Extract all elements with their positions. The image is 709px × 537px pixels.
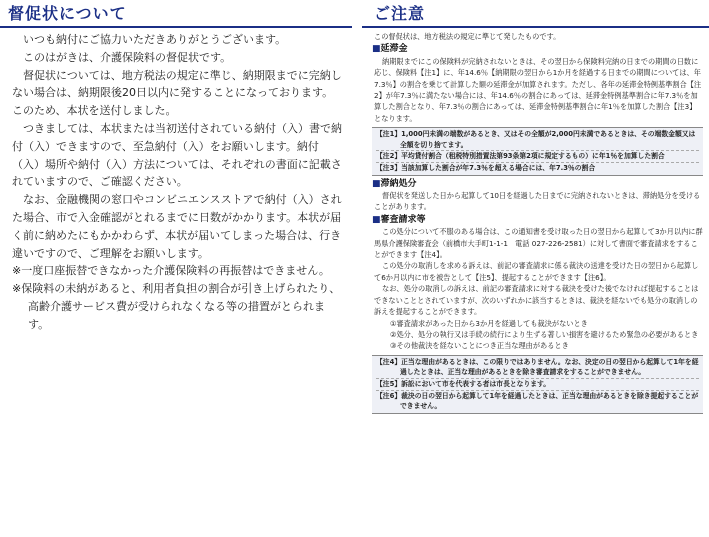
square-bullet-icon: ■	[372, 44, 381, 55]
right-body	[362, 31, 709, 417]
intro-text: この督促状は、地方税法の規定に準じて発したものです。	[374, 32, 561, 41]
list-item: ②処分、処分の執行又は手続の続行により生ずる著しい損害を避けるため緊急の必要があるとき	[390, 329, 699, 339]
left-paragraph: なお、金融機関の窓口やコンビニエンスストアで納付（入）された場合、市で入金確認がとれるまでに日数がかかります。本状が届く前に納めたにもかかわらず、本状が届いてしまった場合は、行き違いですので、ご理解をお願いします。	[12, 193, 342, 260]
left-header	[0, 0, 352, 28]
square-bullet-icon: ■	[372, 178, 381, 189]
note-row: 【注6】裁決の日の翌日から起算して1年を経過したときは、正当な理由があるときを除き提起することができません。	[376, 391, 699, 411]
section-body: 納期限までにこの保険料が完納されないときは、その翌日から保険料完納の日までの期間の日数に応じ、保険料【注1】に、年14.6％【納期限の翌日から1か月を経過する日までの期間については、年7.3％】の割合を乗じて計算した額の延滞金が加算されます。ただし、各年の延滞金特例基準割合【注2】が年7.3％に満たない場合には、年14.6％の割合にあっては、延滞金特例基準割合に年7.3％を加算した割合となり、年7.3％の割合にあっては、延滞金特例基準割合に年1％を加算した割合【注3】となります。	[374, 56, 702, 123]
left-paragraph: 督促状については、地方税法の規定に準じ、納期限までに完納しない場合は、納期限後20日以内に発することになっております。このため、本状を送付しました。	[12, 68, 342, 118]
right-column	[362, 0, 709, 411]
right-header	[362, 0, 709, 28]
section-body: 督促状を発送した日から起算して10日を経過した日までに完納されないときは、滞納処分を受けることがあります。	[374, 191, 701, 212]
note-row: 【注4】正当な理由があるときは、この限りではありません。なお、決定の日の翌日から起算して1年を経過したときは、正当な理由があるときを除き審査請求をすることができません。	[376, 357, 699, 377]
note-row: 【注1】1,000円未満の端数があるとき、又はその全額が2,000円未満であるときは、その端数金額又は全額を切り捨てます。	[376, 130, 696, 149]
list-item: ③その他裁決を経ないことにつき正当な理由があるとき	[390, 341, 569, 351]
left-title: 督促状について	[8, 4, 127, 23]
note-row: 【注2】平均貸付割合（租税特別措置法第93条第2項に規定するもの）に年1％を加算した割合	[376, 150, 699, 162]
left-body	[0, 31, 352, 334]
notes-box	[372, 355, 703, 414]
left-paragraph: つきましては、本状または当初送付されている納付（入）書で納付（入）できますので、至急納付（入）をお願いします。納付（入）場所や納付（入）方法については、それぞれの書面に記載されていますので、ご確認ください。	[12, 121, 342, 189]
note-row: 【注3】当該加算した割合が年7.3％を超える場合には、年7.3％の割合	[376, 162, 699, 174]
left-column	[0, 0, 352, 331]
notes-box	[372, 127, 703, 175]
note-row: 【注5】訴訟において市を代表する者は市長となります。	[376, 378, 699, 390]
section-body: この処分の取消しを求める訴えは、前記の審査請求に係る裁決の送達を受けた日の翌日から起算して6か月以内に市を被告として【注5】、提起することができます【注6】。	[374, 261, 699, 282]
section-body: なお、処分の取消しの訴えは、前記の審査請求に対する裁決を受けた後でなければ提起することはできないこととされていますが、次のいずれかに該当するときは、裁決を経ないでも処分の取消しの訴えを提起することができます。	[374, 284, 699, 317]
left-paragraph: このはがきは、介護保険料の督促状です。	[23, 50, 232, 64]
square-bullet-icon: ■	[372, 214, 381, 225]
left-note: ※一度口座振替できなかった介護保険料の再振替はできません。	[12, 264, 330, 278]
left-note: ※保険料の未納があると、利用者負担の割合が引き上げられたり、	[12, 282, 341, 296]
left-note: 高齢介護サービス費が受けられなくなる等の措置がとられます。	[28, 299, 325, 331]
section-heading: ■滞納処分	[372, 178, 417, 189]
section-heading: ■審査請求等	[372, 214, 426, 225]
section-heading: ■延滞金	[372, 44, 408, 55]
list-item: ①審査請求があった日から3か月を経過しても裁決がないとき	[390, 318, 588, 328]
right-title: ご注意	[374, 4, 426, 23]
section-body: この処分について不服のある場合は、この通知書を受け取った日の翌日から起算して3か月以内に群馬県介護保険審査会（前橋市大手町1-1-1 電話 027-226-2581）に対して書面で審査請求をすることができます【注4】。	[374, 227, 703, 260]
left-paragraph: いつも納付にご協力いただきありがとうございます。	[23, 33, 287, 46]
